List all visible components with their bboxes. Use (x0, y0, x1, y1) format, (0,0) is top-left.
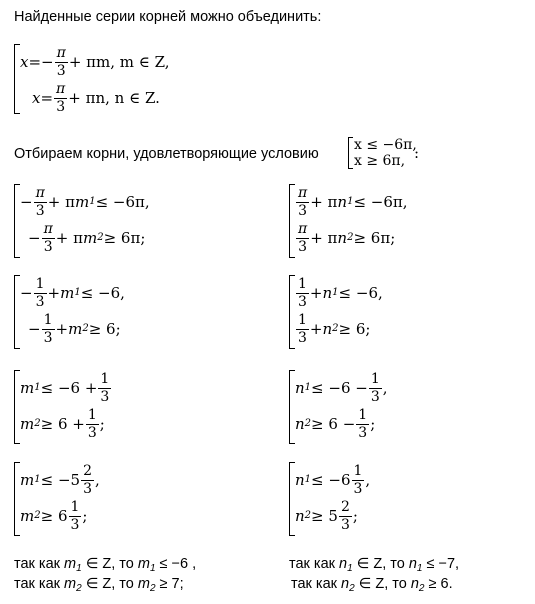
m-row-2: − $\frac{1}{3}$ + m 2 ≥ 6; (28, 312, 121, 346)
m-row-1: m 1 ≤ −6 + $\frac{1}{3}$ (20, 371, 110, 405)
conclusion-left-2: так как $m_2$ ∈ Z, то $m_2 \ge 7$; (14, 576, 184, 594)
condition-line-2: x ≥ 6π, (354, 153, 406, 169)
n-system-1 (289, 184, 459, 258)
n-system-3 (289, 370, 419, 444)
series-row-2: x = $\frac{\pi}{3}$ + πn, n ∈ Z. (32, 81, 160, 115)
conclusion-right-2: так как $n_2$ ∈ Z, то $n_2 \ge 6$. (291, 576, 453, 594)
n-row-2: $\frac{\pi}{3}$ + π n 2 ≥ 6π; (298, 221, 396, 255)
condition-line-1: x ≤ −6π, (354, 137, 417, 153)
m-row-2: m 2 ≥ 6 $\frac{1}{3}$ ; (20, 499, 88, 533)
m-row-1: − $\frac{1}{3}$ + m 1 ≤ −6, (20, 276, 125, 310)
series-row-1: x = − $\frac{\pi}{3}$ + πm, m ∈ Z, (20, 45, 170, 79)
n-row-2: n 2 ≥ 5 $\frac{2}{3}$ ; (295, 499, 358, 533)
n-row-1: n 1 ≤ −6 − $\frac{1}{3}$ , (295, 371, 388, 405)
intro-text: Найденные серии корней можно объединить: (14, 9, 322, 25)
m-row-1: − $\frac{\pi}{3}$ + π m 1 ≤ −6π, (20, 185, 150, 219)
n-row-1: $\frac{\pi}{3}$ + π n 1 ≤ −6π, (298, 185, 408, 219)
conclusion-right-1: так как $n_1$ ∈ Z, то $n_1 \le -7$, (289, 556, 460, 574)
n-row-2: n 2 ≥ 6 − $\frac{1}{3}$ ; (295, 407, 376, 441)
condition-colon: : (414, 144, 420, 162)
condition-text: Отбираем корни, удовлетворяющие условию (14, 146, 319, 162)
m-row-2: m 2 ≥ 6 + $\frac{1}{3}$ ; (20, 407, 105, 441)
n-row-1: n 1 ≤ −6 $\frac{1}{3}$ , (295, 463, 371, 497)
m-system-3 (14, 370, 144, 444)
m-system-4 (14, 462, 134, 536)
conclusion-left-1: так как $m_1$ ∈ Z, то $m_1 \le -6$ , (14, 556, 197, 574)
bracket (348, 137, 353, 169)
m-row-2: − $\frac{\pi}{3}$ + π m 2 ≥ 6π; (28, 221, 146, 255)
n-row-2: $\frac{1}{3}$ + n 2 ≥ 6; (298, 312, 371, 346)
n-system-4 (289, 462, 409, 536)
m-system-1 (14, 184, 184, 258)
combined-series-system (14, 44, 214, 114)
n-system-2 (289, 275, 439, 349)
m-row-1: m 1 ≤ −5 $\frac{2}{3}$ , (20, 463, 100, 497)
m-system-2 (14, 275, 164, 349)
condition-system (348, 137, 428, 169)
n-row-1: $\frac{1}{3}$ + n 1 ≤ −6, (298, 276, 383, 310)
